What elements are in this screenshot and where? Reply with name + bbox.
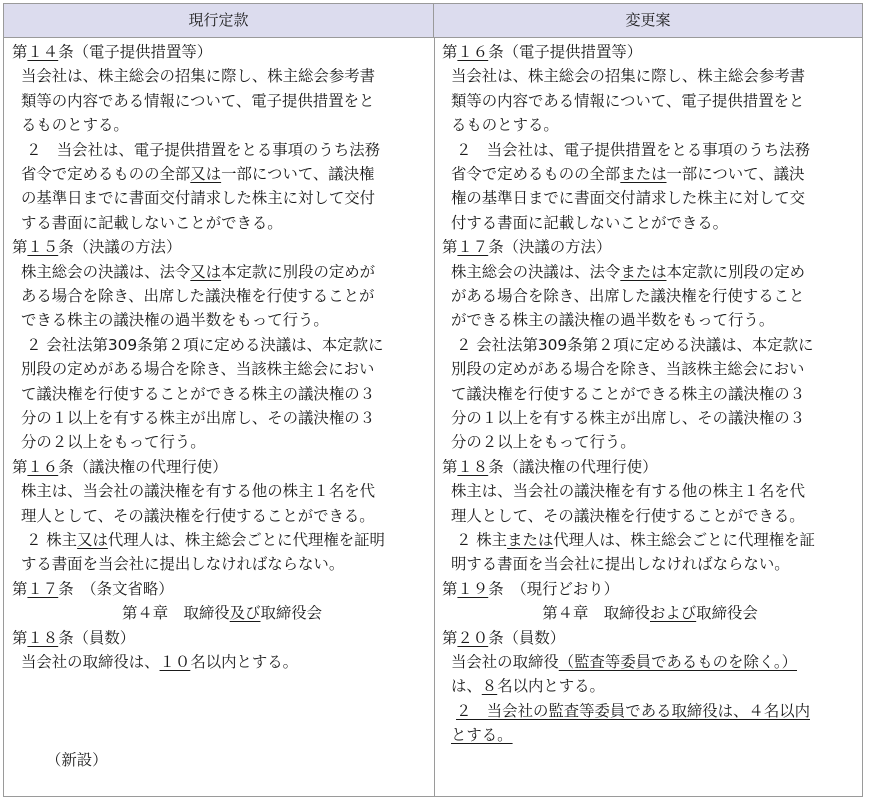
article-16-title: 第１６条（議決権の代理行使）	[12, 457, 228, 476]
header-proposed: 変更案	[434, 4, 862, 38]
text-line: 省令で定めるものの全部または一部について、議決	[451, 165, 805, 183]
article-18-title: 第１８条（員数）	[12, 628, 136, 647]
text-line: て議決権を行使することができる株主の議決権の３	[451, 384, 805, 403]
text-line: 分の２以上をもって行う。	[21, 433, 206, 452]
article-14-title: 第１４条（電子提供措置等）	[12, 43, 213, 61]
header-current: 現行定款	[4, 4, 434, 38]
text-line: ができる株主の議決権の過半数をもって行う。	[451, 311, 775, 330]
chapter-4-heading: 第４章 取締役及び取締役会	[121, 604, 323, 623]
article-18-title: 第１８条（議決権の代理行使）	[442, 457, 658, 476]
article-15-title: 第１５条（決議の方法）	[12, 238, 182, 257]
text-line: 権の基準日までに書面交付請求した株主に対して交	[451, 189, 805, 208]
text-line: とする。	[451, 726, 513, 745]
text-line: がある場合を除き、出席した議決権を行使すること	[451, 287, 805, 305]
chapter-4-heading: 第４章 取締役および取締役会	[542, 604, 758, 623]
text-line: て議決権を行使することができる株主の議決権の３	[21, 384, 375, 403]
article-20-title: 第２０条（員数）	[442, 628, 566, 647]
text-line: 理人として、その議決権を行使することができる。	[451, 506, 805, 525]
text-line: 当会社は、株主総会の招集に際し、株主総会参考書	[451, 67, 805, 86]
article-16-title: 第１６条（電子提供措置等）	[442, 43, 643, 61]
text-line: は、８名以内とする。	[451, 677, 605, 696]
new-provision-note: （新設）	[46, 751, 108, 769]
text-line: ある場合を除き、出席した議決権を行使することが	[21, 287, 375, 305]
article-17-title: 第１７条（決議の方法）	[442, 238, 612, 257]
article-19-title: 第１９条 （現行どおり）	[442, 579, 620, 598]
text-line: 付する書面に記載しないことができる。	[451, 213, 729, 232]
text-line: 当会社は、株主総会の招集に際し、株主総会参考書	[21, 67, 375, 86]
text-line: ２ 当会社は、電子提供措置をとる事項のうち法務	[456, 140, 810, 159]
text-line: るものとする。	[21, 116, 129, 135]
text-line: ２ 当会社の監査等委員である取締役は、４名以内	[456, 701, 810, 720]
text-line: 分の１以上を有する株主が出席し、その議決権の３	[451, 409, 805, 427]
text-line: する書面に記載しないことができる。	[21, 213, 283, 232]
text-line: の基準日までに書面交付請求した株主に対して交付	[21, 189, 375, 208]
text-line: 株主総会の決議は、法令又は本定款に別段の定めが	[21, 262, 376, 281]
text-line: ２ 株主又は代理人は、株主総会ごとに代理権を証明	[26, 531, 385, 549]
text-line: ２ 会社法第309条第２項に定める決議は、本定款に	[26, 335, 384, 354]
text-line: 類等の内容である情報について、電子提供措置をと	[451, 91, 805, 110]
text-line: 株主総会の決議は、法令または本定款に別段の定め	[451, 262, 806, 281]
amendment-comparison-table	[3, 3, 863, 797]
text-line: 当会社の取締役（監査等委員であるものを除く。）	[451, 653, 797, 671]
text-line: する書面を当会社に提出しなければならない。	[21, 555, 345, 574]
text-line: ２ 会社法第309条第２項に定める決議は、本定款に	[456, 335, 814, 354]
text-line: るものとする。	[451, 116, 559, 135]
text-line: 株主は、当会社の議決権を有する他の株主１名を代	[451, 482, 805, 501]
text-line: ２ 当会社は、電子提供措置をとる事項のうち法務	[26, 140, 380, 159]
text-line: ２ 株主または代理人は、株主総会ごとに代理権を証	[456, 531, 815, 549]
article-17-title: 第１７条 （条文省略）	[12, 579, 174, 598]
text-line: 別段の定めがある場合を除き、当該株主総会におい	[451, 360, 805, 379]
column-divider	[434, 38, 435, 796]
text-line: 理人として、その議決権を行使することができる。	[21, 506, 375, 525]
text-line: 分の２以上をもって行う。	[451, 433, 636, 452]
text-line: 別段の定めがある場合を除き、当該株主総会におい	[21, 360, 375, 379]
text-line: 省令で定めるものの全部又は一部について、議決権	[21, 165, 375, 183]
text-line: 明する書面を当会社に提出しなければならない。	[451, 555, 790, 574]
text-line: 分の１以上を有する株主が出席し、その議決権の３	[21, 409, 375, 427]
text-line: 株主は、当会社の議決権を有する他の株主１名を代	[21, 482, 375, 501]
text-line: 類等の内容である情報について、電子提供措置をと	[21, 91, 375, 110]
text-line: できる株主の議決権の過半数をもって行う。	[21, 311, 329, 330]
text-line: 当会社の取締役は、１０名以内とする。	[21, 653, 299, 671]
